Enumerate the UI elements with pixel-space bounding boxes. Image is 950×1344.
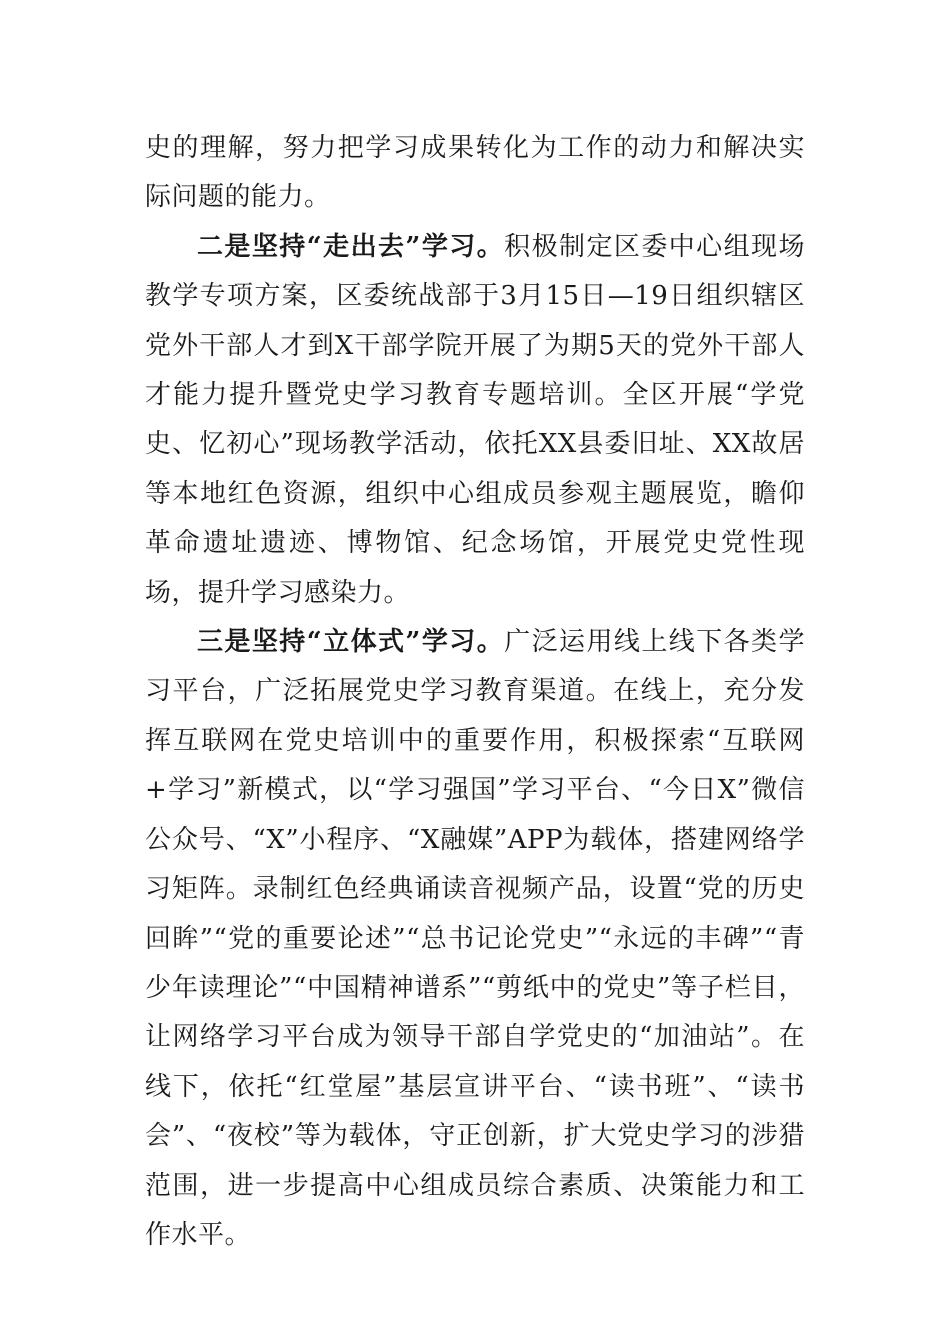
paragraph-text: 史的理解，努力把学习成果转化为工作的动力和解决实际问题的能力。: [145, 133, 805, 213]
paragraph-multidimensional-learning: [145, 618, 805, 1260]
paragraph-go-out-learning: [145, 223, 805, 618]
paragraph-text: 积极制定区委中心组现场教学专项方案，区委统战部于3月15日—19日组织辖区党外干部人才到X干部学院开展了为期5天的党外干部人才能力提升暨党史学习教育专题培训。全区开展“学党史、忆初心”现场教学活动，依托XX县委旧址、XX故居等本地红色资源，组织中心组成员参观主题展览，瞻仰革命遗址遗迹、博物馆、纪念场馆，开展党史党性现场，提升学习感染力。: [145, 231, 805, 608]
paragraph-continued: [145, 124, 805, 223]
paragraph-lead-heading: 三是坚持“立体式”学习。: [197, 627, 505, 658]
document-body: [145, 124, 805, 1260]
paragraph-lead-heading: 二是坚持“走出去”学习。: [197, 231, 505, 262]
paragraph-text: 广泛运用线上线下各类学习平台，广泛拓展党史学习教育渠道。在线上，充分发挥互联网在党史培训中的重要作用，积极探索“互联网+学习”新模式，以“学习强国”学习平台、“今日X”微信公众号、“X”小程序、“X融媒”APP为载体，搭建网络学习矩阵。录制红色经典诵读音视频产品，设置“党的历史回眸”“党的重要论述”“总书记论党史”“永远的丰碑”“青少年读理论”“中国精神谱系”“剪纸中的党史”等子栏目，让网络学习平台成为领导干部自学党史的“加油站”。在线下，依托“红堂屋”基层宣讲平台、“读书班”、“读书会”、“夜校”等为载体，守正创新，扩大党史学习的涉猎范围，进一步提高中心组成员综合素质、决策能力和工作水平。: [145, 627, 805, 1250]
